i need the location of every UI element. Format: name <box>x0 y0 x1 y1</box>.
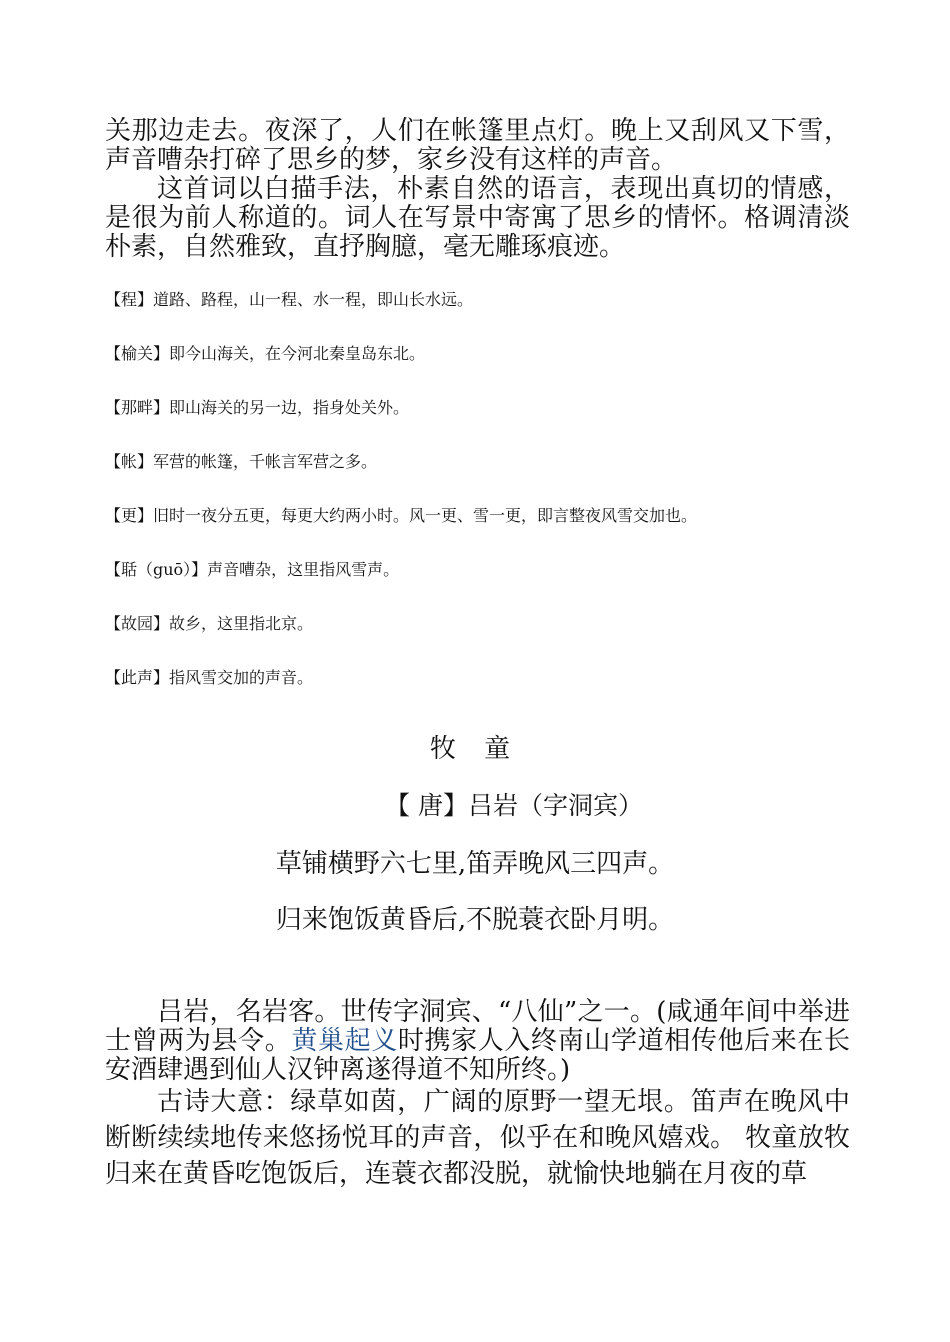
note-cisheng: 【此声】指风雪交加的声音。 <box>105 668 314 687</box>
note-geng: 【更】旧时一夜分五更，每更大约两小时。风一更、雪一更，即言整夜风雪交加也。 <box>105 506 698 525</box>
paragraph-translation-end: 关那边走去。夜深了，人们在帐篷里点灯。晚上又刮风又下雪，声音嘈杂打碎了思乡的梦，家乡没有这样的声音。 <box>105 116 850 175</box>
note-guyuan: 【故园】故乡，这里指北京。 <box>105 614 314 633</box>
note-cheng: 【程】道路、路程，山一程、水一程，即山长水远。 <box>105 290 474 309</box>
huangchao-uprising-link[interactable]: 黄巢起义 <box>291 1026 398 1056</box>
note-zhang: 【帐】军营的帐篷，千帐言军营之多。 <box>105 452 378 471</box>
poem-author: 【 唐】吕岩（字洞宾） <box>385 791 643 820</box>
poem-title: 牧 童 <box>429 734 521 764</box>
paragraph-commentary: 这首词以白描手法，朴素自然的语言，表现出真切的情感，是很为前人称道的。词人在写景中寄寓了思乡的情怀。格调清淡朴素，自然雅致，直抒胸臆，毫无雕琢痕迹。 <box>105 174 850 262</box>
bio-text-after: 时携家人入终南山学道相传他后来在长安酒肆遇到仙人汉钟离遂得道不知所终。) <box>105 1026 850 1085</box>
note-napan: 【那畔】即山海关的另一边，指身处关外。 <box>105 398 410 417</box>
bio-text-before: 吕岩，名岩客。世传字洞宾、“八仙”之一。(咸通年间中举进士曾两为县令。 <box>105 997 850 1056</box>
paragraph-meaning: 古诗大意：绿草如茵，广阔的原野一望无垠。笛声在晚风中断断续续地传来悠扬悦耳的声音，似乎在和晚风嬉戏。 牧童放牧归来在黄昏吃饱饭后，连蓑衣都没脱，就愉快地躺在月夜的草 <box>105 1087 850 1189</box>
poem-line-2: 归来饱饭黄昏后,不脱蓑衣卧月明。 <box>275 905 675 935</box>
note-guo: 【聒（guō）】声音嘈杂，这里指风雪声。 <box>105 560 400 579</box>
paragraph-bio <box>105 998 850 1085</box>
poem-line-1: 草铺横野六七里,笛弄晚风三四声。 <box>275 849 675 879</box>
note-yuguan: 【榆关】即今山海关，在今河北秦皇岛东北。 <box>105 344 426 363</box>
